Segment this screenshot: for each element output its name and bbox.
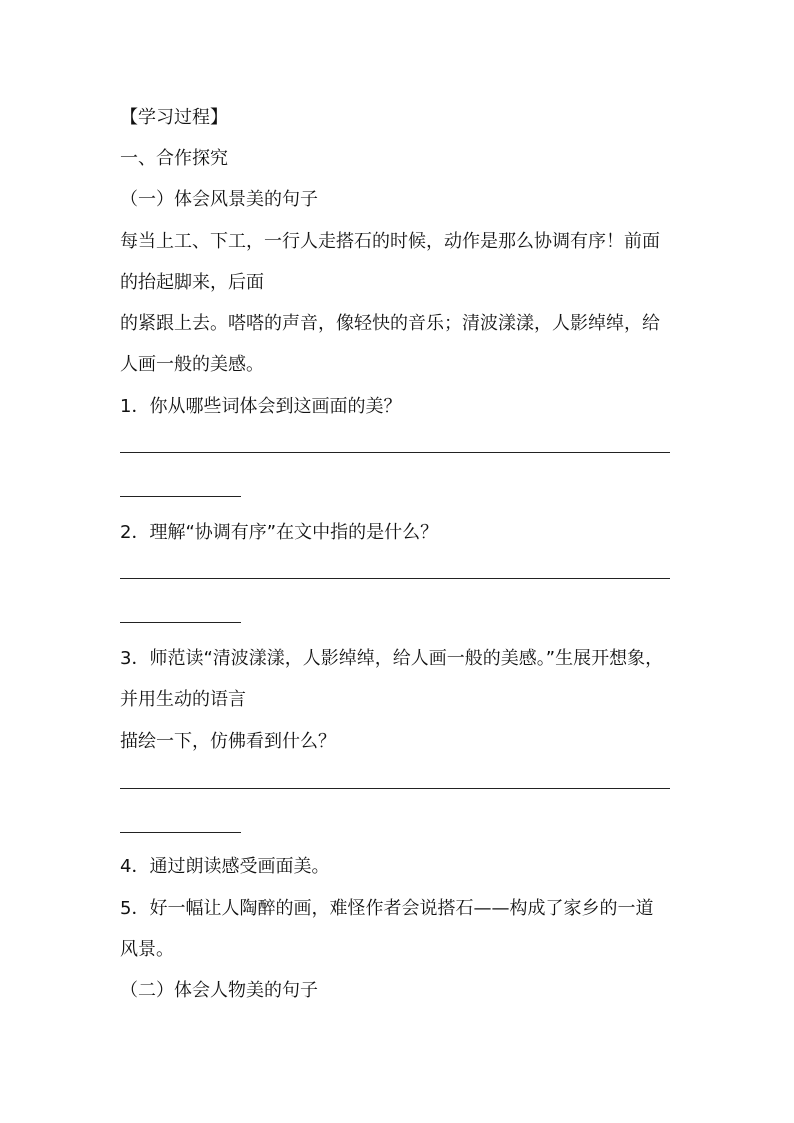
answer-line-2b [120,622,241,623]
question-3-line-3: 描绘一下，仿佛看到什么？ [120,731,336,752]
passage-line-3: 的紧跟上去。嗒嗒的声音，像轻快的音乐；清波漾漾，人影绰绰，给 [120,313,660,334]
question-5-line-1: 5．好一幅让人陶醉的画，难怪作者会说搭石——构成了家乡的一道 [120,898,654,919]
passage-line-4: 人画一般的美感。 [120,354,264,375]
answer-line-3b [120,832,241,833]
subsection1-title: （一）体会风景美的句子 [120,189,318,210]
question-5-line-2: 风景。 [120,939,174,960]
question-3-line-2: 并用生动的语言 [120,689,246,710]
answer-line-1b [120,496,241,497]
answer-line-3a [120,788,670,789]
question-3-line-1: 3．师范读“清波漾漾，人影绰绰，给人画一般的美感。”生展开想象， [120,648,664,669]
question-1: 1．你从哪些词体会到这画面的美？ [120,396,402,417]
question-4: 4．通过朗读感受画面美。 [120,856,330,877]
passage-line-2: 的抬起脚来，后面 [120,272,264,293]
section1-title: 一、合作探究 [120,148,228,169]
answer-line-1a [120,452,670,453]
answer-line-2a [120,578,670,579]
subsection2-title: （二）体会人物美的句子 [120,980,318,1001]
section-heading: 【学习过程】 [120,107,228,128]
question-2: 2．理解“协调有序”在文中指的是什么？ [120,522,439,543]
passage-line-1: 每当上工、下工，一行人走搭石的时候，动作是那么协调有序！前面 [120,231,660,252]
